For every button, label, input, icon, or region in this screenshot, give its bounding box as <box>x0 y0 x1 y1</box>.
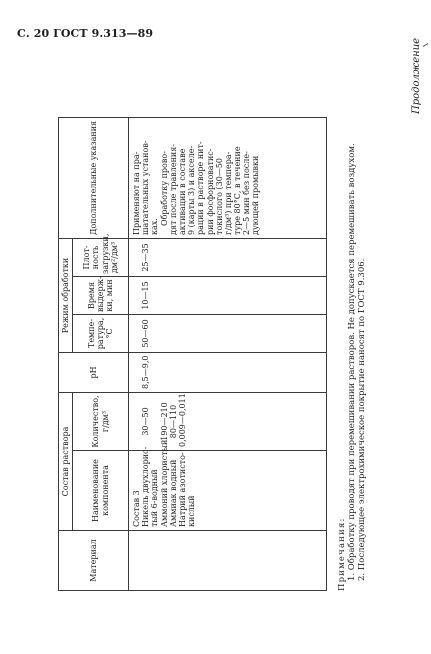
material-header: Материал <box>59 531 129 591</box>
density-header: Плот-ность загрузки, дм²/дм³ <box>73 238 129 276</box>
temperature-cell <box>129 314 327 352</box>
notes-block <box>337 31 368 591</box>
quantity-header: Количество, г/дм³ <box>73 392 129 450</box>
instruction-line: Применяют на пра- <box>132 151 141 235</box>
component-line: кислый <box>187 495 197 527</box>
component-header: Наименование компонента <box>73 451 129 531</box>
margin-mark <box>423 43 429 47</box>
quantity-line: 190—210 <box>159 402 169 441</box>
component-line: Никель двухлорис- <box>141 446 151 527</box>
instruction-line: Обработку прово- <box>159 151 169 226</box>
quantity-line: 30—50 <box>141 407 151 436</box>
solution-header: Состав раствора <box>59 392 73 530</box>
instruction-line: 2—5 мин без после- <box>242 151 252 235</box>
quantity-line: 0,009—0,011 <box>177 393 187 447</box>
temperature-value: 50—60 <box>141 319 151 348</box>
instruction-line: 9 (карты 3) и акселе- <box>187 145 197 235</box>
instruction-line: дующей промывки <box>251 155 261 235</box>
mode-header: Режим обработки <box>59 238 73 352</box>
instruction-line: рии фосфорноватис- <box>205 148 215 235</box>
component-line: Аммоний хлористый <box>159 439 169 527</box>
ph-value: 8,5—9,0 <box>141 355 151 389</box>
instruction-line: дят после травления- <box>168 143 178 235</box>
quantity-line: 80—110 <box>168 404 178 439</box>
instruction-line: г/дм³) при темпера- <box>223 151 233 235</box>
instruction-line: ках. <box>150 218 160 235</box>
instruction-line: шатательных установ- <box>141 140 151 235</box>
instruction-line: активации в составе <box>177 148 187 235</box>
ph-header: pH <box>59 352 129 392</box>
component-cell <box>129 439 327 531</box>
instruction-line: туре 80°С, в течение <box>233 146 243 235</box>
temperature-header: Темпе-ратура, °C <box>73 314 129 352</box>
time-value: 10—15 <box>141 281 151 310</box>
component-line: Аммиак водный <box>168 459 178 527</box>
time-cell <box>129 276 327 314</box>
instructions-cell <box>129 117 327 238</box>
notes-header: Дополнительные указания <box>59 117 129 238</box>
notes-title: Примечания: <box>337 517 347 591</box>
instruction-line: рации в растворе нит- <box>196 141 206 235</box>
component-line: Натрий азотисто- <box>177 452 187 527</box>
continuation-label: Продолжение <box>411 37 422 114</box>
table-row <box>129 117 327 590</box>
density-value: 25—35 <box>141 243 151 272</box>
density-cell <box>129 238 327 276</box>
instruction-line: токислого (30—50 <box>214 157 224 235</box>
note-item: 2. Последующее электрохимическое покрытие наносят по ГОСТ 9.306. <box>357 258 368 581</box>
time-header: Время выдерж-ки, мин <box>73 276 129 314</box>
material-cell <box>129 531 327 591</box>
page-header: С. 20 ГОСТ 9.313—89 <box>17 27 154 40</box>
quantity-cell <box>129 392 327 450</box>
component-line: тый 6-водный <box>150 469 160 527</box>
composition-title: Состав 3 <box>132 490 141 527</box>
treatment-table <box>58 117 327 591</box>
note-item: 1. Обработку проводят при перемешивании растворов. Не допускается перемешивать воздухом. <box>347 143 358 581</box>
ph-cell <box>129 352 327 392</box>
